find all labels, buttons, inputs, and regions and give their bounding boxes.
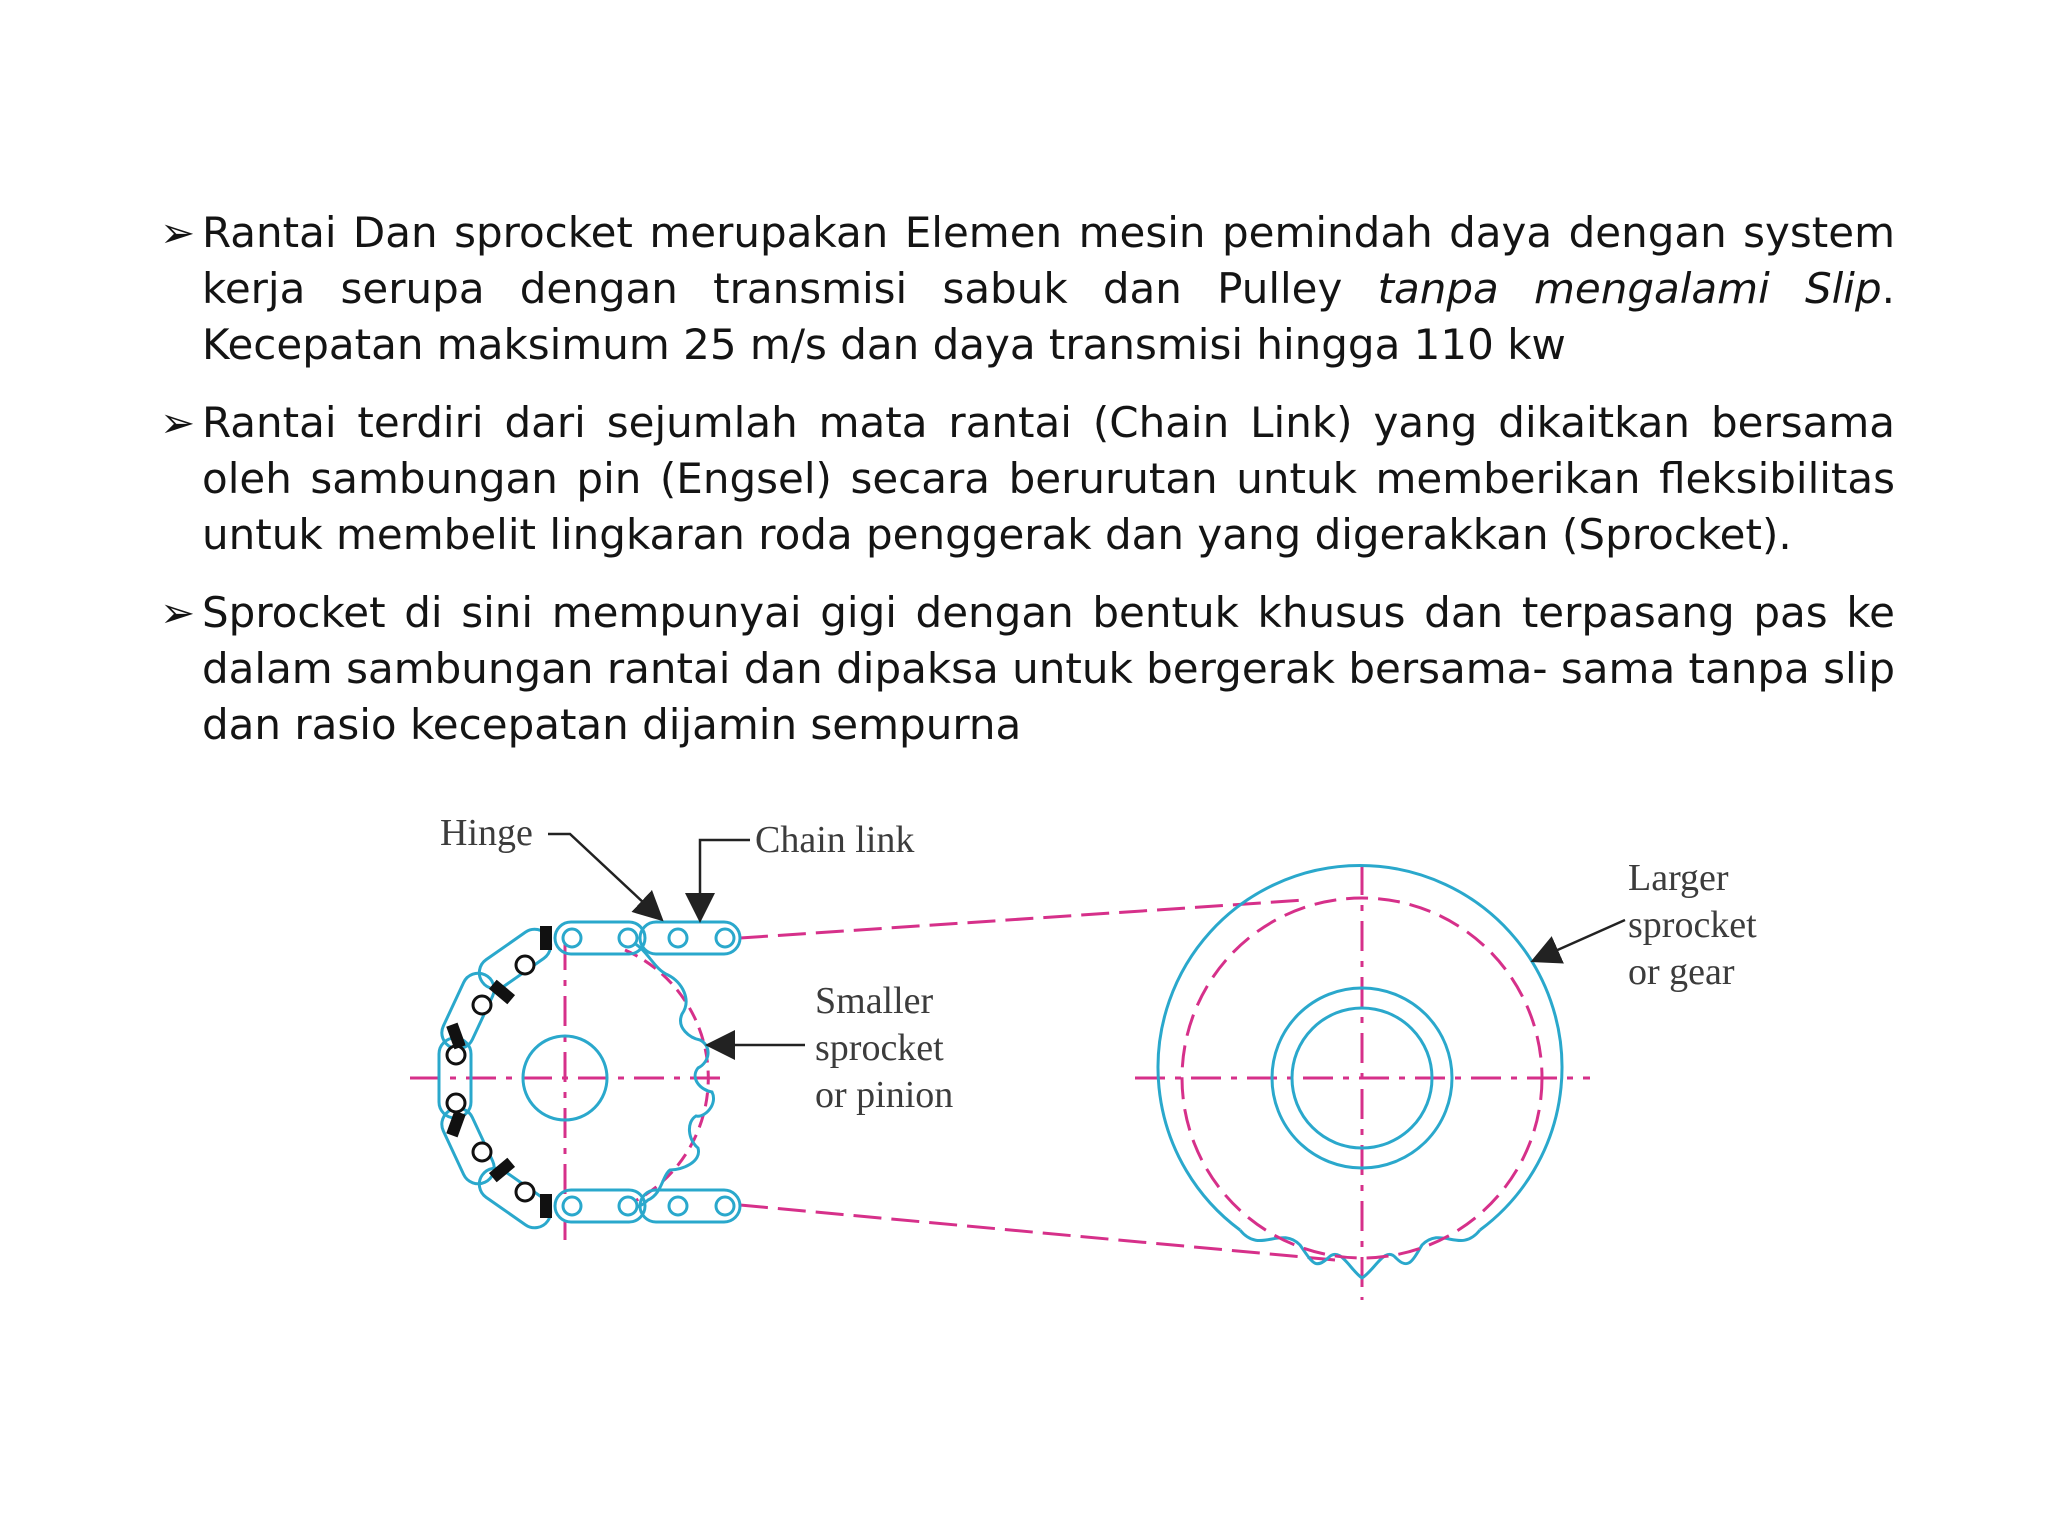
chain-pin [473, 1143, 491, 1161]
larger-sprocket-label-line3: or gear [1628, 951, 1735, 993]
bullet-2-text: Rantai terdiri dari sejumlah mata rantai (Chain Link) yang dikaitkan bersama oleh sambungan pin (Engsel) secara berurutan untuk memberikan fleksibilitas untuk membelit lingkaran roda penggerak dan yang digerakkan (Sprocket). [202, 398, 1895, 559]
bullet-item-1 [160, 205, 1895, 373]
bullet-3-text: Sprocket di sini mempunyai gigi dengan bentuk khusus dan terpasang pas ke dalam sambungan rantai dan dipaksa untuk bergerak bersama- sama tanpa slip dan rasio kecepatan dijamin sempurna [202, 588, 1895, 749]
chain-pin [669, 929, 687, 947]
chain-pin [563, 1197, 581, 1215]
hinge-label: Hinge [440, 812, 533, 854]
chain-link-label: Chain link [755, 819, 915, 861]
gear-leader-arrow [1535, 920, 1625, 960]
arrow-bullet-icon: ➢ [160, 398, 196, 447]
chain-lower-pitch-line [740, 1205, 1335, 1260]
bullet-item-3 [160, 585, 1895, 753]
larger-sprocket-label-line1: Larger [1628, 857, 1729, 899]
gear-outline [1158, 866, 1562, 1230]
bullet-item-2 [160, 395, 1895, 563]
bullet-1-text-end: . Kecepatan maksimum 25 m/s dan daya transmisi hingga 110 kw [202, 264, 1895, 369]
bullet-1-italic: tanpa mengalami Slip [1377, 264, 1882, 313]
chain-pin [516, 956, 534, 974]
hinge-plate [540, 926, 552, 950]
chain-pins [447, 929, 734, 1215]
chain-pin [516, 1183, 534, 1201]
chain-link-leader-arrow [700, 840, 750, 918]
hinge-leader-arrow [548, 834, 660, 918]
chain-pin [473, 996, 491, 1014]
smaller-sprocket-label-line1: Smaller [815, 980, 934, 1022]
chain-pin [447, 1094, 465, 1112]
smaller-sprocket-label-line3: or pinion [815, 1074, 954, 1116]
smaller-sprocket-label-line2: sprocket [815, 1027, 944, 1069]
chain-pin [716, 929, 734, 947]
hinge-plate [446, 1111, 465, 1138]
chain-pin [669, 1197, 687, 1215]
chain-upper-pitch-line [740, 900, 1305, 938]
chain-pin [563, 929, 581, 947]
chain-pin [619, 929, 637, 947]
arrow-bullet-icon: ➢ [160, 588, 196, 637]
chain-pin [716, 1197, 734, 1215]
chain-sprocket-diagram [400, 800, 1800, 1320]
slide-text [160, 205, 1895, 775]
larger-sprocket-label-line2: sprocket [1628, 904, 1757, 946]
bullet-1-text: Rantai Dan sprocket merupakan Elemen mesin pemindah daya dengan system kerja serupa dengan transmisi sabuk dan Pulley [202, 208, 1895, 313]
hinge-plate [540, 1194, 552, 1218]
chain-pin [619, 1197, 637, 1215]
arrow-bullet-icon: ➢ [160, 208, 196, 257]
